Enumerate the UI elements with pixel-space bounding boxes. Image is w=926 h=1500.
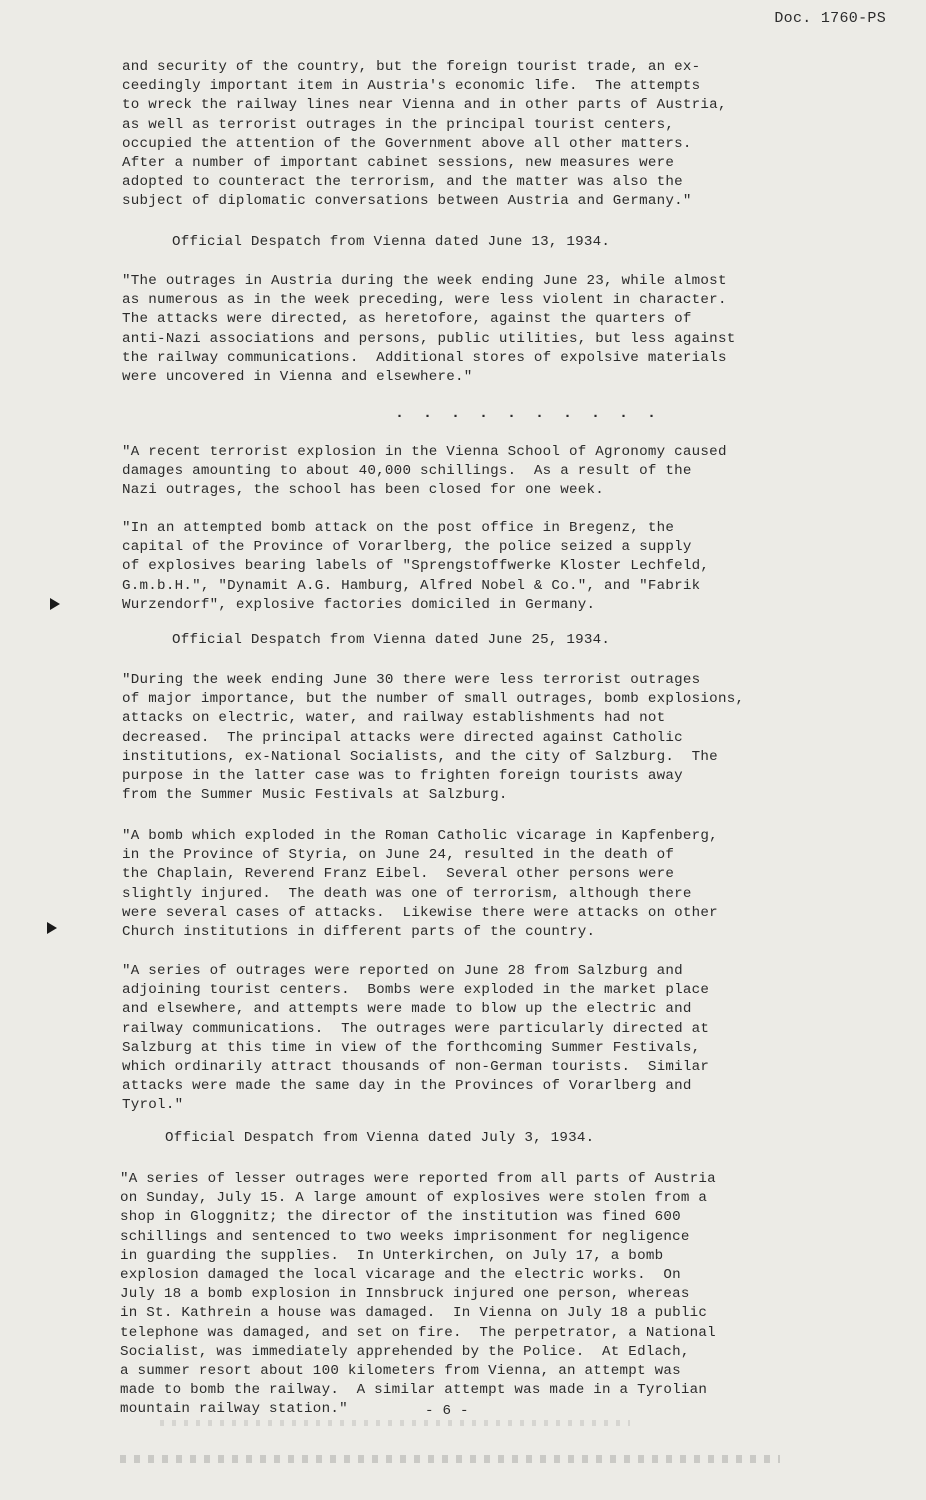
paragraph-3: "A recent terrorist explosion in the Vienna School of Agronomy caused damages amounting to about 40,000 schillings. As a result of the Nazi outrages, the school has been closed for one week. xyxy=(122,444,727,499)
despatch-heading-june-25: Official Despatch from Vienna dated June 25, 1934. xyxy=(172,632,611,648)
section-separator: . . . . . . . . . . xyxy=(395,405,662,422)
paragraph-4: "In an attempted bomb attack on the post office in Bregenz, the capital of the Province of Vorarlberg, the police seized a supply of explosives bearing labels of "Sprengstoffwerke Kloster Lechfeld, G.m.b.H.", "Dynamit A.G. Hamburg, Alfred Nobel & Co.", and "Fabrik Wurzendorf", explosive factories domiciled in Germany. xyxy=(122,520,710,613)
paragraph-1: and security of the country, but the foreign tourist trade, an ex- ceedingly important item in Austria's economic life. The attempts to wreck the railway lines near Vienna and in other parts of Austria, as well as terrorist outrages in the principal tourist centers, occupied the attention of the Government above all other matters. After a number of important cabinet sessions, new measures were adopted to counteract the terrorism, and the matter was also the subject of diplomatic conversations between Austria and Germany." xyxy=(122,59,727,210)
paragraph-2: "The outrages in Austria during the week ending June 23, while almost as numerous as in the week preceding, were less violent in character. The attacks were directed, as heretofore, against the quarters of anti-Nazi associations and persons, public utilities, but less against the railway communications. Additional stores of expolsive materials were uncovered in Vienna and elsewhere." xyxy=(122,273,736,386)
despatch-heading-june-13: Official Despatch from Vienna dated June 13, 1934. xyxy=(172,234,611,250)
paragraph-5: "During the week ending June 30 there were less terrorist outrages of major importance, but the number of small outrages, bomb explosions, attacks on electric, water, and railway establishments had not decreased. The principal attacks were directed against Catholic institutions, ex-National Socialists, and the city of Salzburg. The purpose in the latter case was to frighten foreign tourists away from the Summer Music Festivals at Salzburg. xyxy=(122,672,745,804)
paragraph-8: "A series of lesser outrages were reported from all parts of Austria on Sunday, July 15. A large amount of explosives were stolen from a shop in Gloggnitz; the director of the institution was fined 600 schillings and sentenced to two weeks imprisonment for negligence in guarding the supplies. In Unterkirchen, on July 17, a bomb explosion damaged the local vicarage and the electric works. On July 18 a bomb explosion in Innsbruck injured one person, whereas in St. Kathrein a house was damaged. In Vienna on July 18 a public telephone was damaged, and set on fire. The perpetrator, a National Socialist, was immediately apprehended by the Police. At Edlach, a summer resort about 100 kilometers from Vienna, an attempt was made to bomb the railway. A similar attempt was made in a Tyrolian mountain railway station." xyxy=(120,1171,716,1418)
page-number: - 6 - xyxy=(425,1403,469,1419)
paragraph-6: "A bomb which exploded in the Roman Catholic vicarage in Kapfenberg, in the Province of Styria, on June 24, resulted in the death of the Chaplain, Reverend Franz Eibel. Several other persons were slightly injured. The death was one of terrorism, although there were several cases of attacks. Likewise there were attacks on other Church institutions in different parts of the country. xyxy=(122,828,718,941)
margin-mark-icon xyxy=(47,922,57,934)
paragraph-7: "A series of outrages were reported on June 28 from Salzburg and adjoining tourist centers. Bombs were exploded in the market place and elsewhere, and attempts were made to blow up the electric and railway communications. The outrages were particularly directed at Salzburg at this time in view of the forthcoming Summer Festivals, which ordinarily attract thousands of non-German tourists. Similar attacks were made the same day in the Provinces of Vorarlberg and Tyrol." xyxy=(122,963,710,1114)
margin-mark-icon xyxy=(50,598,60,610)
faded-print-residue xyxy=(160,1420,630,1426)
faded-print-residue xyxy=(120,1455,780,1463)
document-reference: Doc. 1760-PS xyxy=(774,10,886,27)
despatch-heading-july-3: Official Despatch from Vienna dated July 3, 1934. xyxy=(165,1130,595,1146)
